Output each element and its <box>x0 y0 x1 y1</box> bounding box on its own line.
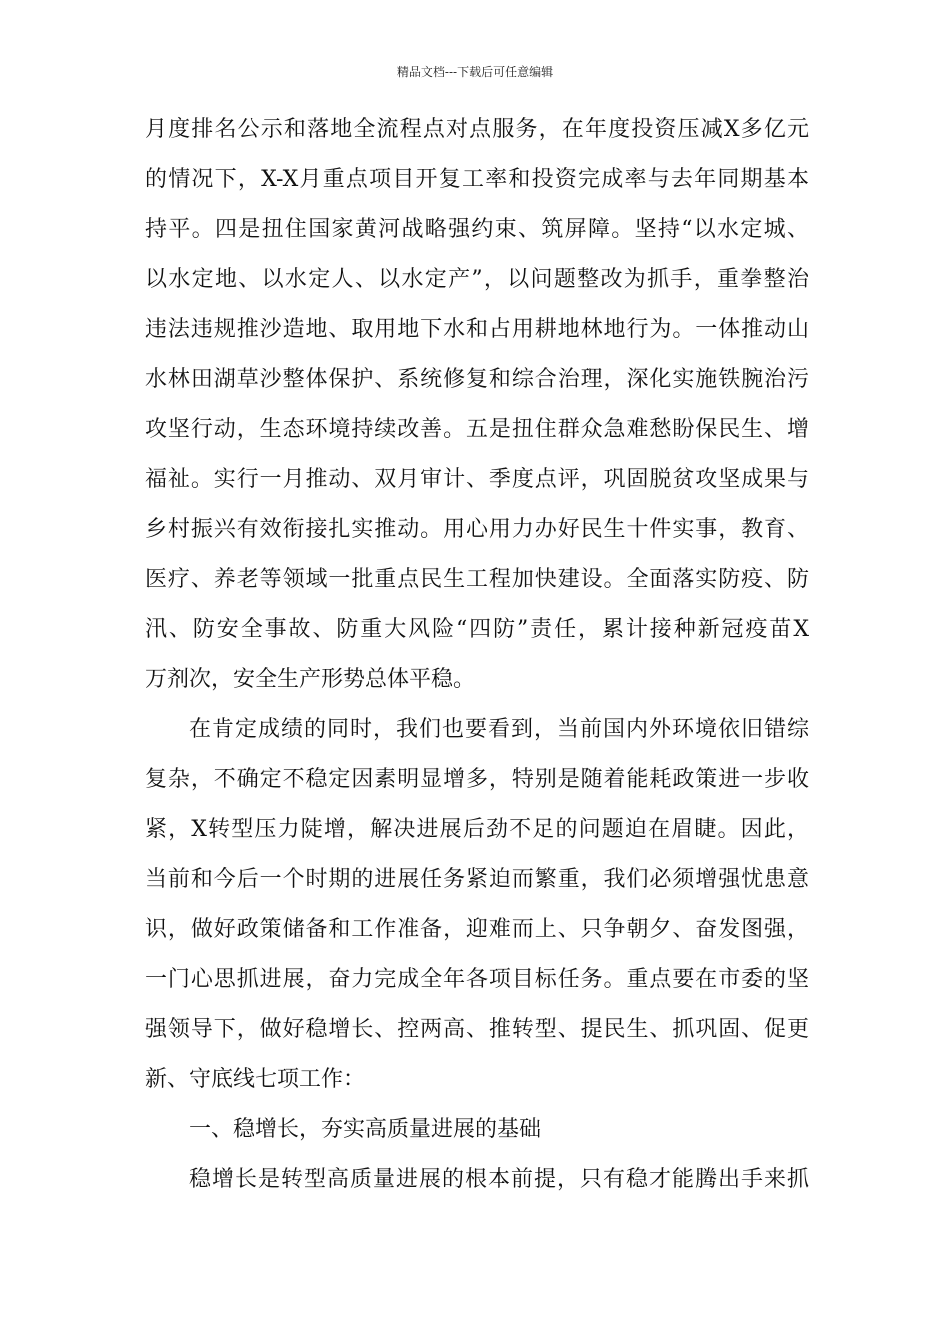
text-line: 以水定地、以水定人、以水定产”，以问题整改为抓手，重拳整治 <box>145 267 809 292</box>
text-line: 识，做好政策储备和工作准备，迎难而上、只争朝夕、奋发图强， <box>145 917 809 942</box>
paragraph-start-line: 在肯定成绩的同时，我们也要看到，当前国内外环境依旧错综 <box>189 717 809 742</box>
text-line: 攻坚行动，生态环境持续改善。五是扭住群众急难愁盼保民生、增 <box>145 417 809 442</box>
text-line: 新、守底线七项工作： <box>145 1067 366 1092</box>
text-line: 乡村振兴有效衔接扎实推动。用心用力办好民生十件实事，教育、 <box>145 517 809 542</box>
text-line: 紧，X转型压力陡增，解决进展后劲不足的问题迫在眉睫。因此， <box>145 817 809 842</box>
text-line: 医疗、养老等领域一批重点民生工程加快建设。全面落实防疫、防 <box>145 567 809 592</box>
text-line: 复杂，不确定不稳定因素明显增多，特别是随着能耗政策进一步收 <box>145 767 809 792</box>
text-line: 福祉。实行一月推动、双月审计、季度点评，巩固脱贫攻坚成果与 <box>145 467 809 492</box>
text-line: 的情况下，X-X月重点项目开复工率和投资完成率与去年同期基本 <box>145 167 809 192</box>
paragraph-start-line: 稳增长是转型高质量进展的根本前提，只有稳才能腾出手来抓 <box>189 1167 809 1192</box>
text-line: 一门心思抓进展，奋力完成全年各项目标任务。重点要在市委的坚 <box>145 967 809 992</box>
document-body <box>145 105 809 1205</box>
text-line: 月度排名公示和落地全流程点对点服务，在年度投资压减X多亿元 <box>145 117 809 142</box>
text-line: 强领导下，做好稳增长、控两高、推转型、提民生、抓巩固、促更 <box>145 1017 809 1042</box>
text-line: 违法违规推沙造地、取用地下水和占用耕地林地行为。一体推动山 <box>145 317 809 342</box>
text-line: 万剂次，安全生产形势总体平稳。 <box>145 667 476 692</box>
section-heading: 一、稳增长，夯实高质量进展的基础 <box>189 1117 542 1142</box>
text-line: 汛、防安全事故、防重大风险“四防”责任，累计接种新冠疫苗X <box>145 617 809 642</box>
text-line: 持平。四是扭住国家黄河战略强约束、筑屏障。坚持“以水定城、 <box>145 217 809 242</box>
page-header: 精品文档---下载后可任意编辑 <box>396 65 554 79</box>
text-line: 当前和今后一个时期的进展任务紧迫而繁重，我们必须增强忧患意 <box>145 867 809 892</box>
text-line: 水林田湖草沙整体保护、系统修复和综合治理，深化实施铁腕治污 <box>145 367 809 392</box>
